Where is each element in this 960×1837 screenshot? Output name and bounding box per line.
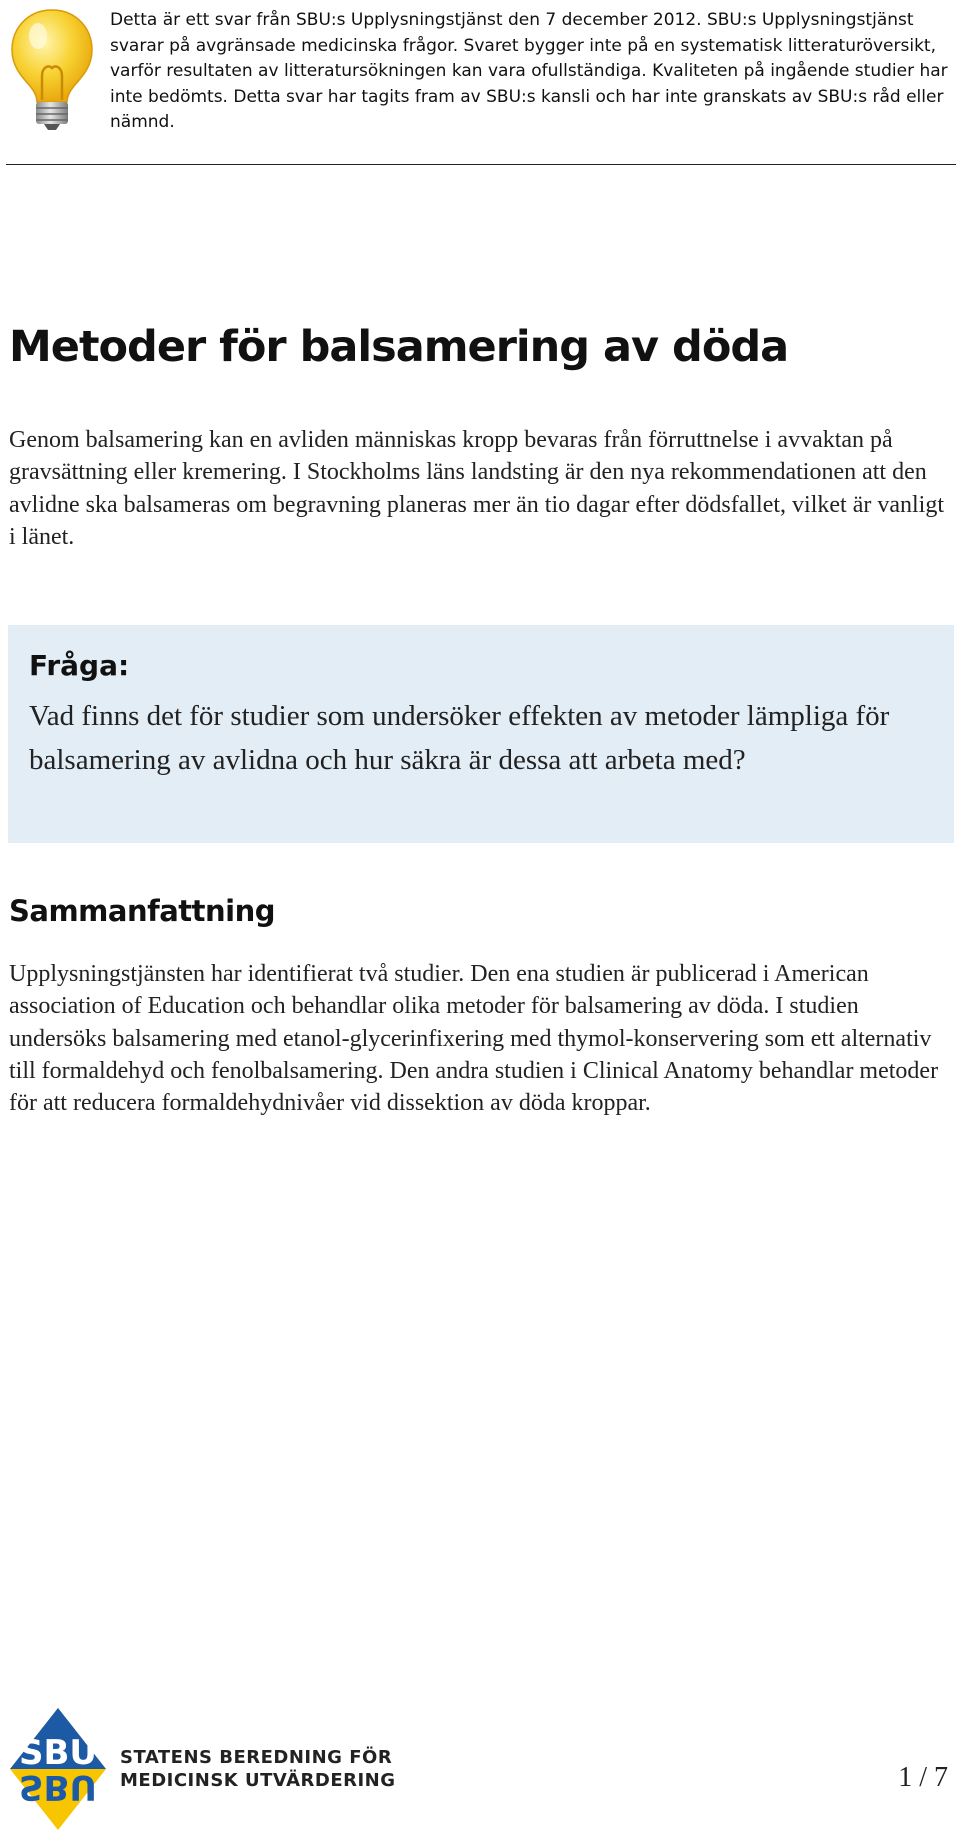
page-number: 1 / 7 xyxy=(898,1762,948,1793)
sbu-logo xyxy=(8,1706,108,1832)
organization-name xyxy=(120,1746,396,1792)
svg-text:SBU: SBU xyxy=(18,1733,98,1773)
intro-paragraph: Genom balsamering kan en avliden människas kropp bevaras från förruttnelse i avvaktan på gravsättning eller kremering. I Stockholms läns landsting är den nya rekommendationen att den avlidne ska balsameras om begravning planeras mer än tio dagar efter dödsfallet, vilket är vanligt i länet. xyxy=(9,427,944,550)
org-name-line1: STATENS BEREDNING FÖR xyxy=(120,1747,393,1768)
disclaimer-header xyxy=(0,0,960,166)
question-label: Fråga: xyxy=(29,649,130,682)
summary-heading: Sammanfattning xyxy=(9,894,276,928)
svg-text:SBU: SBU xyxy=(18,1767,98,1807)
lightbulb-icon xyxy=(6,6,98,132)
page-title: Metoder för balsamering av döda xyxy=(9,322,789,372)
summary-paragraph: Upplysningstjänsten har identifierat två studier. Den ena studien är publicerad i American association of Education och behandlar olika metoder för balsamering av döda. I studien undersöks balsamering med etanol-glycerinfixering med thymol-konservering som ett alternativ till formaldehyd och fenolbalsamering. Den andra studien i Clinical Anatomy behandlar metoder för att reducera formaldehydnivåer vid dissektion av döda kroppar. xyxy=(9,961,939,1117)
question-text: Vad finns det för studier som undersöker effekten av metoder lämpliga för balsamering av avlidna och hur säkra är dessa att arbeta med? xyxy=(29,700,890,776)
org-name-line2: MEDICINSK UTVÄRDERING xyxy=(120,1770,396,1791)
disclaimer-text: Detta är ett svar från SBU:s Upplysningstjänst den 7 december 2012. SBU:s Upplysningstjänst svarar på avgränsade medicinska frågor. Svaret bygger inte på en systematisk litteraturöversikt, varför resultaten av litteratursökningen kan vara ofullständiga. Kvaliteten på ingående studier har inte bedömts. Detta svar har tagits fram av SBU:s kansli och har inte granskats av SBU:s råd eller nämnd. xyxy=(110,10,948,132)
header-divider xyxy=(6,164,956,165)
question-box xyxy=(8,625,954,843)
